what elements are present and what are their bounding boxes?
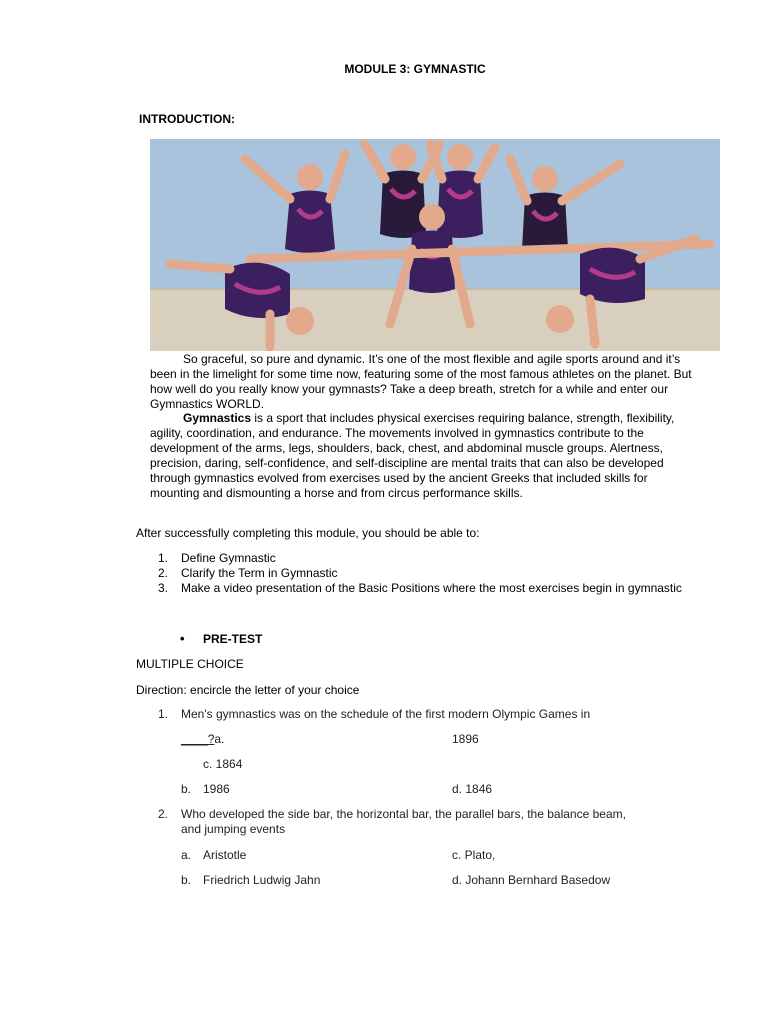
question-2 (158, 807, 638, 839)
intro-paragraph-1-text: So graceful, so pure and dynamic. It’s one of the most flexible and agile sports around and it’s been in the limelight for some time now, featuring some of the most famous athletes on the planet. But how well do you really know your gymnasts? Take a deep breath, stretch for a while and enter our Gymnastics WORLD. (150, 352, 692, 411)
direction-text: Direction: encircle the letter of your choice (136, 683, 360, 697)
bullet-icon: • (180, 631, 185, 646)
option-a-letter[interactable]: a. (181, 848, 192, 862)
list-item-text: Clarify the Term in Gymnastic (181, 566, 338, 580)
option-c[interactable]: c. Plato, (452, 848, 496, 862)
objectives-lead: After successfully completing this module, you should be able to: (136, 526, 480, 540)
list-item-text: Make a video presentation of the Basic Positions where the most exercises begin in gymnastic (181, 581, 682, 595)
intro-paragraph-2 (150, 411, 700, 501)
option-d[interactable]: d. 1846 (452, 782, 493, 796)
answer-blank: ____? (181, 732, 215, 746)
question-text (181, 707, 641, 722)
intro-paragraph-2-text: is a sport that includes physical exercises requiring balance, strength, flexibility, agility, coordination, and endurance. The movements involved in gymnastics contribute to the development of the arms, legs, shoulders, back, chest, and abdominal muscle groups. Alertness, precision, daring, self-confidence, and self-discipline are mental traits that can also be developed through gymnastics evolved from exercises used by the ancient Greeks that included skills for mounting and dismounting a horse and from circus performance skills. (150, 411, 675, 500)
gymnastics-term: Gymnastics (183, 411, 252, 425)
question-text: Who developed the side bar, the horizontal bar, the parallel bars, the balance beam, and jumping events (181, 807, 626, 836)
option-b-value[interactable]: 1986 (203, 782, 230, 796)
question-type-label: MULTIPLE CHOICE (136, 657, 244, 671)
option-a-value[interactable]: 1896 (452, 732, 479, 746)
pretest-heading-row (180, 631, 262, 646)
objectives-list (158, 551, 682, 596)
question-1-blank (181, 732, 224, 746)
option-a-letter[interactable]: a. (214, 732, 225, 746)
list-item-number: 1. (158, 551, 169, 565)
option-b-letter[interactable]: b. (181, 873, 192, 887)
option-b-letter[interactable]: b. (181, 782, 192, 796)
question-number: 1. (158, 707, 169, 721)
pretest-heading: PRE-TEST (203, 632, 263, 646)
list-item (158, 551, 682, 566)
intro-paragraph-1 (150, 352, 700, 412)
list-item-text: Define Gymnastic (181, 551, 276, 565)
option-d[interactable]: d. Johann Bernhard Basedow (452, 873, 611, 887)
list-item (158, 581, 682, 596)
introduction-heading: INTRODUCTION: (139, 112, 235, 126)
option-a-value[interactable]: Aristotle (203, 848, 247, 862)
question-number: 2. (158, 807, 169, 821)
module-title: MODULE 3: GYMNASTIC (344, 62, 486, 76)
option-b-value[interactable]: Friedrich Ludwig Jahn (203, 873, 321, 887)
list-item-number: 3. (158, 581, 169, 595)
list-item-number: 2. (158, 566, 169, 580)
gymnasts-group-photo-icon (150, 139, 720, 351)
list-item (158, 566, 682, 581)
question-text-content: Men's gymnastics was on the schedule of the first modern Olympic Games in (181, 707, 591, 721)
option-c[interactable]: c. 1864 (203, 757, 243, 771)
question-1 (158, 707, 638, 723)
